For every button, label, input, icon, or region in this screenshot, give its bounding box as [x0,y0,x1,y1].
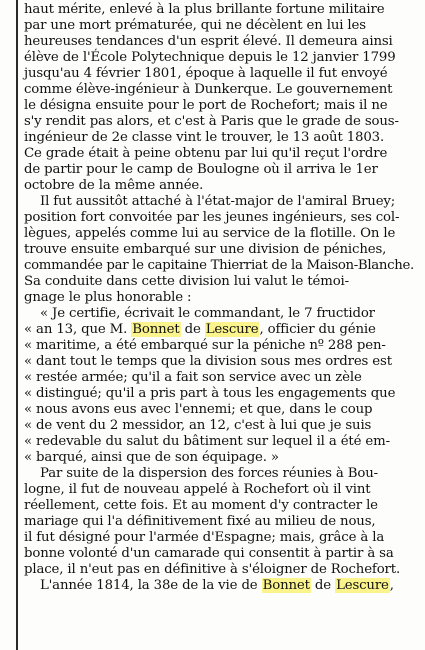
text-segment: octobre de la même année. [24,178,204,193]
text-line [24,242,414,258]
text-line [24,98,414,114]
text-segment: par une mort prématurée, qui ne décèlent en lui les [24,18,366,33]
text-line [24,146,414,162]
text-line [24,210,414,226]
text-line [24,386,414,402]
text-segment: « de vent du 2 messidor, an 12, c'est à lui que je suis [24,418,372,433]
highlighted-term: Bonnet [132,322,180,337]
text-line [24,450,414,466]
paragraph [24,2,414,194]
text-line [24,162,414,178]
text-line [24,194,414,210]
highlighted-term: Lescure [205,322,259,337]
text-segment: élève de l'École Polytechnique depuis le 12 janvier 1799 [24,50,396,65]
text-line [24,226,414,242]
text-segment: bonne volonté d'un camarade qui consentit à partir à sa [24,546,394,561]
text-segment: Par suite de la dispersion des forces réunies à Bou- [40,466,378,481]
text-line [24,258,414,274]
text-segment: commandée par le capitaine Thierriat de la Maison-Blanche. [24,258,414,273]
text-segment: « Je certifie, écrivait le commandant, le 7 fructidor [40,306,375,321]
text-line [24,322,414,338]
text-segment: heureuses tendances d'un esprit élevé. Il demeura ainsi [24,34,393,49]
text-segment: jusqu'au 4 février 1801, époque à laquelle il fut envoyé [24,66,388,81]
text-segment: de [310,578,336,593]
text-line [24,290,414,306]
text-line [24,434,414,450]
text-segment: ingénieur de 2e classe vint le trouver, le 13 août 1803. [24,130,385,145]
document-body [24,2,414,594]
text-segment: il fut désigné pour l'armée d'Espagne; mais, grâce à la [24,530,385,545]
text-line [24,34,414,50]
margin-rule [16,0,18,650]
paragraph [24,306,414,466]
text-line [24,306,414,322]
text-segment: , [389,578,394,593]
text-segment: « distingué; qu'il a pris part à tous les engagements que [24,386,396,401]
text-line [24,114,414,130]
text-segment: haut mérite, enlevé à la plus brillante fortune militaire [24,2,385,17]
text-segment: mariage qui l'a définitivement fixé au milieu de nous, [24,514,376,529]
text-segment: « an 13, que M. [24,322,132,337]
text-segment: L'année 1814, la 38e de la vie de [40,578,262,593]
text-line [24,546,414,562]
text-line [24,338,414,354]
text-line [24,66,414,82]
text-line [24,514,414,530]
text-segment: lègues, appelés comme lui au service de la flotille. On le [24,226,396,241]
paragraph [24,194,414,306]
text-line [24,82,414,98]
text-segment: logne, il fut de nouveau appelé à Rochefort où il vint [24,482,371,497]
highlighted-term: Bonnet [262,578,310,593]
text-segment: place, il n'eut pas en définitive à s'éloigner de Rochefort. [24,562,401,577]
text-segment: gnage le plus honorable : [24,290,192,305]
text-segment: comme élève-ingénieur à Dunkerque. Le gouvernement [24,82,393,97]
text-segment: « restée armée; qu'il a fait son service avec un zèle [24,370,362,385]
text-line [24,466,414,482]
text-segment: le désigna ensuite pour le port de Rochefort; mais il ne [24,98,388,113]
text-segment: Sa conduite dans cette division lui valut le témoi- [24,274,349,289]
text-segment: s'y rendit pas alors, et c'est à Paris que le grade de sous- [24,114,399,129]
highlighted-term: Lescure [336,578,389,593]
text-line [24,18,414,34]
text-line [24,578,414,594]
text-segment: Il fut aussitôt attaché à l'état-major de l'amiral Bruey; [40,194,396,209]
text-segment: de partir pour le camp de Boulogne où il arriva le 1er [24,162,378,177]
text-line [24,498,414,514]
text-line [24,130,414,146]
text-line [24,50,414,66]
text-segment: position fort convoitée par les jeunes ingénieurs, ses col- [24,210,400,225]
text-line [24,2,414,18]
paragraph [24,466,414,578]
text-line [24,178,414,194]
text-segment: « maritime, a été embarqué sur la péniche nº 288 pen- [24,338,386,353]
text-segment: « barqué, ainsi que de son équipage. » [24,450,279,465]
text-segment: de [180,322,205,337]
text-line [24,370,414,386]
text-line [24,562,414,578]
text-segment: réellement, cette fois. Et au moment d'y contracter le [24,498,378,513]
text-segment: « redevable du salut du bâtiment sur lequel il a été em- [24,434,390,449]
text-segment: , officier du génie [259,322,376,337]
text-line [24,482,414,498]
text-line [24,402,414,418]
text-segment: Ce grade était à peine obtenu par lui qu'il reçut l'ordre [24,146,388,161]
text-segment: trouve ensuite embarqué sur une division de péniches, [24,242,387,257]
text-segment: « nous avons eus avec l'ennemi; et que, dans le coup [24,402,373,417]
text-line [24,530,414,546]
paragraph [24,578,414,594]
text-line [24,354,414,370]
text-line [24,274,414,290]
text-line [24,418,414,434]
text-segment: « dant tout le temps que la division sous mes ordres est [24,354,392,369]
